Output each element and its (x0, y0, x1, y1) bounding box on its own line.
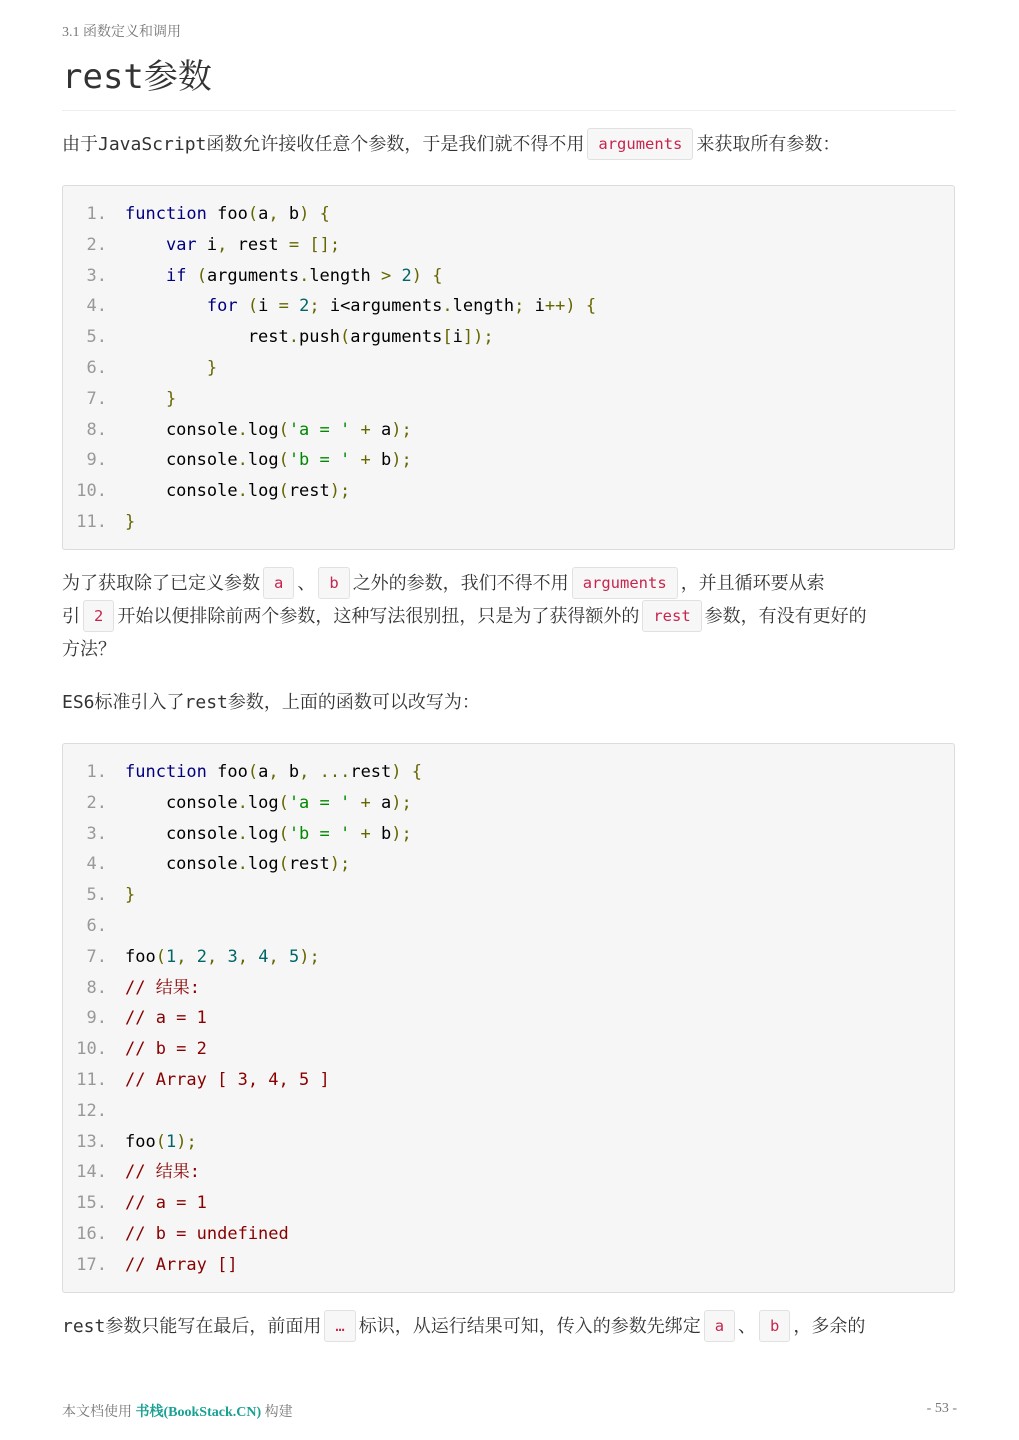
inline-code-ellipsis: … (324, 1310, 355, 1342)
code-line: 8. console.log('a = ' + a); (86, 419, 412, 440)
es6-text: rest (184, 692, 228, 713)
explanation-text: 引 (62, 606, 80, 627)
breadcrumb: 3.1 函数定义和调用 (62, 25, 181, 40)
code-line: 11. // Array [ 3, 4, 5 ] (76, 1069, 330, 1090)
code-line: 6. (86, 915, 107, 936)
rest-text: rest (62, 1316, 106, 1337)
code-line: 1. function foo(a, b) { (86, 204, 330, 224)
inline-code-a: a (704, 1310, 735, 1342)
inline-code-2: 2 (83, 600, 114, 632)
intro-text-js: JavaScript (98, 134, 207, 155)
code-block-1[interactable] (62, 185, 955, 550)
intro-paragraph (62, 128, 956, 161)
code-line: 12. (76, 1100, 107, 1121)
footer-credit (62, 1401, 293, 1421)
inline-code-arguments: arguments (587, 128, 693, 160)
explanation-text: 为了获取除了已定义参数 (62, 573, 260, 594)
page-number: - 53 - (926, 1401, 957, 1416)
code-line: 9. // a = 1 (86, 1008, 207, 1029)
code-line: 9. console.log('b = ' + b); (86, 450, 412, 471)
inline-code-b: b (759, 1310, 790, 1342)
page-title: rest参数 (62, 53, 956, 111)
explanation-text: 参数，有没有更好的 (704, 606, 867, 627)
es6-text: 参数，上面的函数可以改写为： (227, 692, 480, 713)
explanation-text: ，并且循环要从索 (680, 573, 825, 594)
explanation-text: 之外的参数，我们不得不用 (352, 573, 569, 594)
code-line: 3. if (arguments.length > 2) { (86, 265, 443, 286)
es6-text: 标准引入了 (94, 692, 185, 713)
es6-paragraph (62, 686, 956, 719)
inline-code-a: a (263, 567, 294, 599)
explanation-text: 开始以便排除前两个参数，这种写法很别扭，只是为了获得额外的 (117, 606, 640, 627)
inline-code-arguments: arguments (572, 567, 678, 599)
footer-prefix: 本文档使用 (62, 1405, 132, 1420)
footer-suffix: 构建 (264, 1405, 293, 1420)
code-line: 16. // b = undefined (76, 1223, 289, 1244)
intro-text-2: 函数允许接收任意个参数，于是我们就不得不用 (206, 134, 585, 155)
footer-link[interactable]: 书栈(BookStack.CN) (135, 1405, 262, 1420)
explanation-text: 方法？ (62, 639, 116, 660)
code-line: 17. // Array [] (76, 1254, 238, 1275)
code-line: 3. console.log('b = ' + b); (86, 823, 412, 844)
code-line: 4. for (i = 2; i<arguments.length; i++) { (86, 296, 597, 317)
rest-text: 、 (738, 1316, 757, 1337)
code-line: 2. console.log('a = ' + a); (86, 792, 412, 813)
explanation-paragraph (62, 567, 956, 666)
code-block-2[interactable] (62, 743, 955, 1293)
rest-text: ，多余的 (793, 1316, 866, 1337)
code-line: 4. console.log(rest); (86, 854, 351, 875)
code-line: 8. // 结果: (86, 977, 200, 998)
code-line: 5. } (86, 885, 136, 906)
code-line: 15. // a = 1 (76, 1193, 207, 1214)
code-line: 10. console.log(rest); (76, 481, 351, 502)
explanation-text: 、 (297, 573, 316, 594)
intro-text-1: 由于 (62, 134, 98, 155)
code-line: 1. function foo(a, b, ...rest) { (86, 762, 423, 782)
inline-code-rest: rest (642, 600, 701, 632)
rest-text: 参数只能写在最后，前面用 (105, 1316, 322, 1337)
rest-text: 标识，从运行结果可知，传入的参数先绑定 (358, 1316, 701, 1337)
code-line: 7. foo(1, 2, 3, 4, 5); (86, 946, 320, 967)
intro-text-3: 来获取所有参数： (696, 134, 841, 155)
inline-code-b: b (318, 567, 349, 599)
code-line: 6. } (86, 357, 218, 378)
code-line: 11. } (76, 511, 136, 532)
code-line: 10. // b = 2 (76, 1039, 207, 1060)
code-line: 5. rest.push(arguments[i]); (86, 327, 494, 348)
rest-paragraph (62, 1310, 956, 1343)
es6-text: ES6 (62, 692, 95, 713)
code-line: 2. var i, rest = []; (86, 234, 341, 255)
code-line: 7. } (86, 388, 177, 409)
code-line: 13. foo(1); (76, 1131, 197, 1152)
code-line: 14. // 结果: (76, 1162, 200, 1183)
